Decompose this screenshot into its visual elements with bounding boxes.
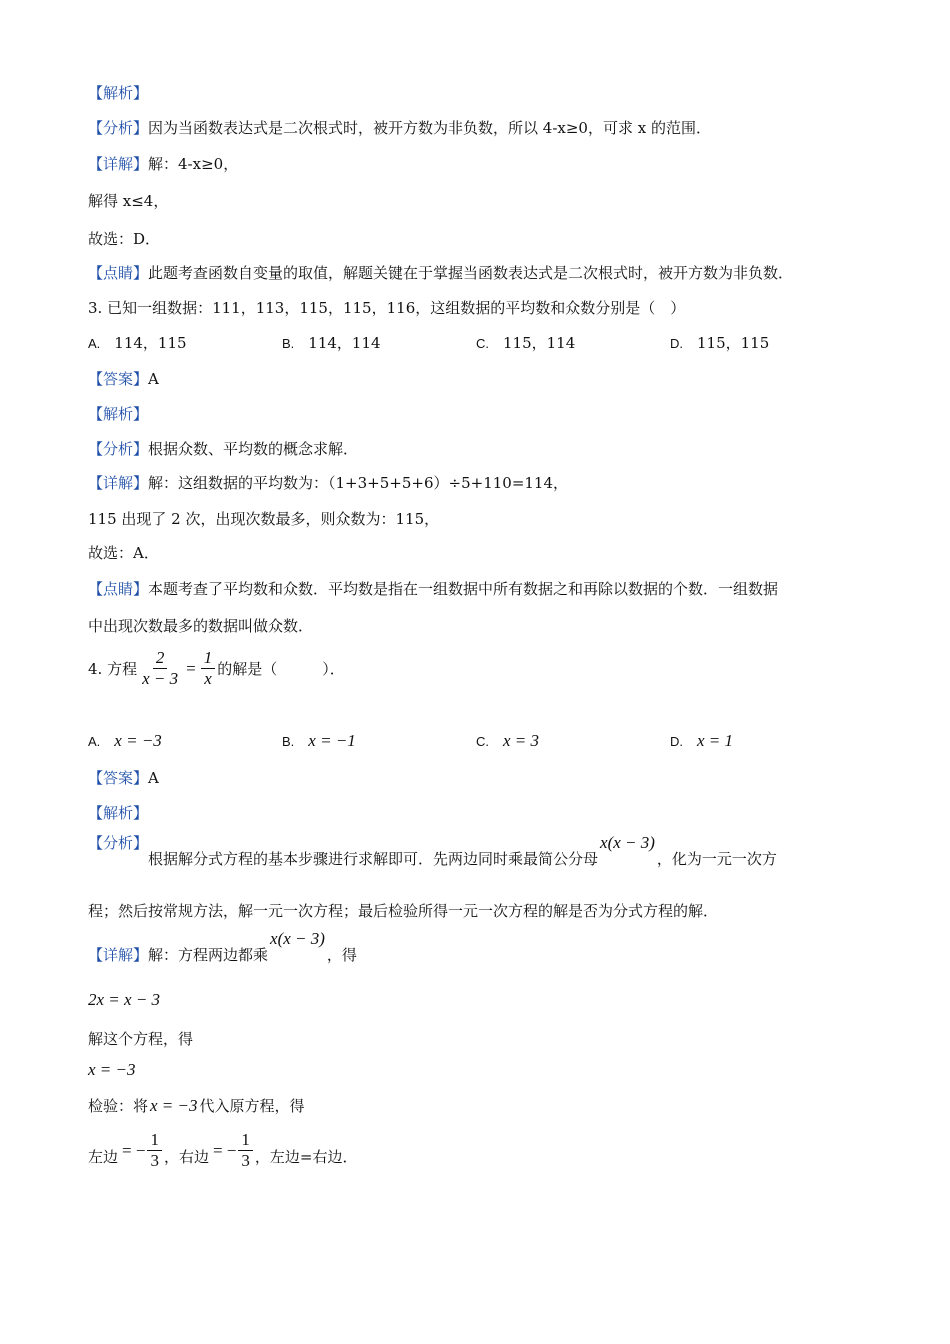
q4-frac1-num: 2 <box>153 648 168 669</box>
q4-option-a-text: x = −3 <box>114 731 162 750</box>
q3-xiangjie-tag: 【详解】 <box>88 474 149 492</box>
q4-xiangjie <box>88 928 357 964</box>
q2-choose: 故选：D． <box>88 230 161 248</box>
q2-dianjing-text: 此题考查函数自变量的取值，解题关键在于掌握当函数表达式是二次根式时，被开方数为非负数． <box>148 264 794 282</box>
q3-option-a <box>88 332 187 353</box>
q3-dianjing-text1: 本题考查了平均数和众数．平均数是指在一组数据中所有数据之和再除以数据的个数．一组数据 <box>148 580 779 598</box>
q4-left-eq: = − <box>122 1140 146 1160</box>
q3-jiexi-tag: 【解析】 <box>88 405 149 423</box>
q4-check-math: x = −3 <box>150 1096 198 1115</box>
q2-fenxi-text: 因为当函数表达式是二次根式时，被开方数为非负数，所以 4-x≥0，可求 x 的范围． <box>148 119 711 137</box>
q3-dianjing-line2: 中出现次数最多的数据叫做众数． <box>88 617 314 635</box>
q4-prefix: 4. 方程 <box>88 660 138 678</box>
q3-option-a-label: A. <box>88 336 101 351</box>
q2-dianjing-tag: 【点睛】 <box>88 264 149 282</box>
q3-fenxi-tag: 【分析】 <box>88 440 149 458</box>
q3-option-b <box>282 332 381 353</box>
q3-question: 3. 已知一组数据：111，113，115，115，116，这组数据的平均数和众数分别是（ ） <box>88 299 686 317</box>
q3-option-d <box>670 332 769 353</box>
q3-xiangjie-text: 解：这组数据的平均数为：（1+3+5+5+6）÷5+110=114， <box>148 474 569 492</box>
q4-question <box>88 648 345 689</box>
q4-left-frac-num: 1 <box>147 1130 162 1151</box>
q4-answer-tag: 【答案】 <box>88 769 149 787</box>
q4-fenxi-math: x(x − 3) <box>600 833 655 852</box>
q3-option-b-label: B. <box>282 336 295 351</box>
q4-xiangjie-math: x(x − 3) <box>270 929 325 948</box>
q4-frac2-num: 1 <box>201 648 216 669</box>
q3-option-b-text: 114，114 <box>308 334 381 352</box>
q4-xiangjie-tag: 【详解】 <box>88 946 149 964</box>
q3-answer <box>88 368 159 389</box>
q4-option-d-label: D. <box>670 734 683 749</box>
q4-check-text-b: 代入原方程，得 <box>199 1097 305 1115</box>
q4-right-frac <box>238 1130 253 1171</box>
q4-right-label: ，右边 <box>163 1148 209 1166</box>
q4-fenxi-line1 <box>88 832 777 868</box>
q3-option-a-text: 114，115 <box>114 334 187 352</box>
q4-frac1-den: x − 3 <box>142 669 179 688</box>
q4-fraction-right <box>201 648 216 689</box>
q4-fraction-left <box>139 648 181 689</box>
q4-equals: = <box>186 658 196 678</box>
q3-fenxi-text: 根据众数、平均数的概念求解． <box>148 440 359 458</box>
q3-dianjing <box>88 578 778 599</box>
q3-option-c-label: C. <box>476 336 489 351</box>
q3-answer-value: A <box>148 370 159 388</box>
q2-jiexi-tag: 【解析】 <box>88 84 149 102</box>
q4-check-text-a: 检验：将 <box>88 1097 149 1115</box>
q4-left-frac-den: 3 <box>150 1151 159 1170</box>
q4-right-frac-den: 3 <box>241 1151 250 1170</box>
q4-option-b-label: B. <box>282 734 295 749</box>
q2-fenxi-tag: 【分析】 <box>88 119 149 137</box>
q4-xiangjie-text-a: 解：方程两边都乘 <box>148 946 269 964</box>
q4-option-c-label: C. <box>476 734 489 749</box>
q4-option-c <box>476 731 539 751</box>
q4-equation2: x = −3 <box>88 1060 136 1079</box>
q3-option-c-text: 115，114 <box>503 334 576 352</box>
q4-fenxi-text1b: ，化为一元一次方 <box>656 850 777 868</box>
q3-dianjing-tag: 【点睛】 <box>88 580 149 598</box>
q4-equation1: 2x = x − 3 <box>88 990 161 1009</box>
q4-right-eq: = − <box>212 1140 237 1160</box>
q3-fenxi <box>88 438 358 459</box>
q4-frac2-den: x <box>204 669 212 688</box>
q4-option-c-text: x = 3 <box>503 731 540 750</box>
q3-option-d-text: 115，115 <box>697 334 770 352</box>
q3-choose: 故选：A． <box>88 544 159 562</box>
q2-xiangjie-text: 解：4-x≥0， <box>148 155 239 173</box>
q4-fenxi-line2: 程；然后按常规方法，解一元一次方程；最后检验所得一元一次方程的解是否为分式方程的解． <box>88 902 719 920</box>
q4-suffix: 的解是（ ）． <box>217 660 345 678</box>
q4-answer <box>88 767 159 788</box>
q4-option-d-text: x = 1 <box>697 731 734 750</box>
q4-answer-value: A <box>148 769 159 787</box>
q4-xiangjie-text-b: ，得 <box>326 946 357 964</box>
q4-verify <box>88 1130 357 1171</box>
q4-option-d <box>670 731 733 751</box>
q4-fenxi-text1a: 根据解分式方程的基本步骤进行求解即可．先两边同时乘最简公分母 <box>148 850 599 868</box>
q4-step-text: 解这个方程，得 <box>88 1030 194 1048</box>
q4-option-a-label: A. <box>88 734 101 749</box>
q4-check <box>88 1095 305 1116</box>
q3-option-c <box>476 332 575 353</box>
q3-option-d-label: D. <box>670 336 683 351</box>
q4-option-b-text: x = −1 <box>308 731 356 750</box>
q4-left-label: 左边 <box>88 1148 119 1166</box>
q4-option-b <box>282 731 356 751</box>
q3-xiangjie <box>88 472 568 493</box>
q4-jiexi-tag: 【解析】 <box>88 804 149 822</box>
q2-dianjing <box>88 262 793 283</box>
q4-option-a <box>88 731 162 751</box>
q3-step1: 115 出现了 2 次，出现次数最多，则众数为：115， <box>88 510 440 528</box>
q2-xiangjie <box>88 153 238 174</box>
q2-fenxi <box>88 117 711 138</box>
q2-xiangjie-tag: 【详解】 <box>88 155 149 173</box>
q4-left-frac <box>147 1130 162 1171</box>
q4-right-frac-num: 1 <box>238 1130 253 1151</box>
q4-final: ，左边=右边． <box>254 1148 358 1166</box>
q2-step1: 解得 x≤4， <box>88 192 169 210</box>
q3-answer-tag: 【答案】 <box>88 370 149 388</box>
q4-fenxi-tag: 【分析】 <box>88 834 149 852</box>
